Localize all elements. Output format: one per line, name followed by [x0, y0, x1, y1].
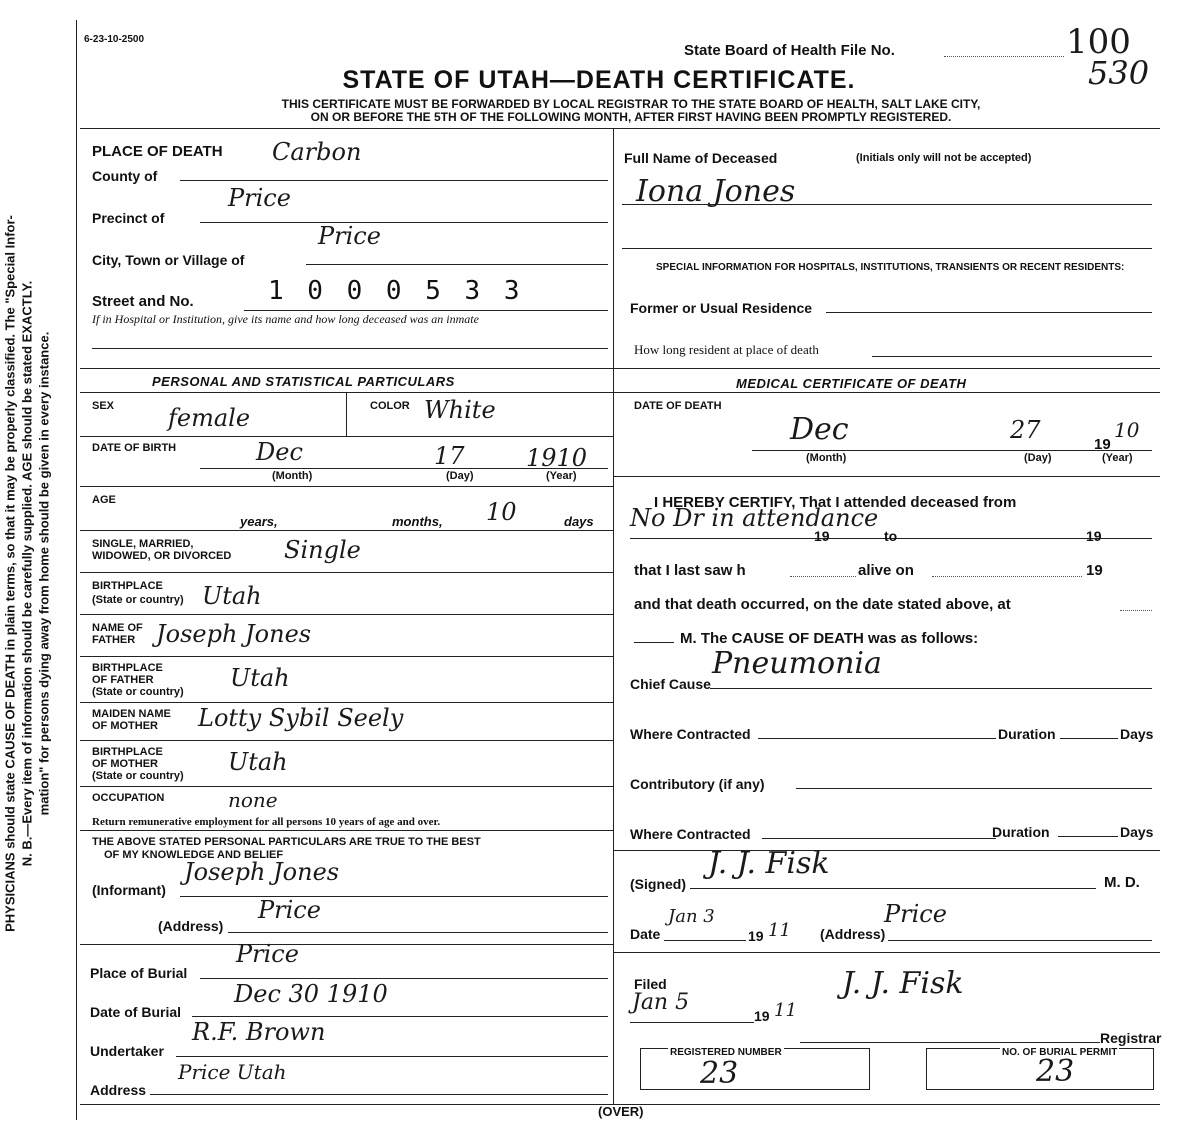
undertaker-value: R.F. Brown [192, 1018, 326, 1046]
registrar-value: J. J. Fisk [842, 966, 964, 1001]
personal-heading: PERSONAL AND STATISTICAL PARTICULARS [152, 374, 455, 389]
dob-line [200, 468, 608, 469]
occupation-note: Return remunerative employment for all persons 10 years of age and over. [92, 816, 441, 828]
street-label: Street and No. [92, 293, 194, 310]
attest-line-2: OF MY KNOWLEDGE AND BELIEF [104, 849, 284, 861]
county-label: County of [92, 168, 158, 184]
birthplace-value: Utah [202, 582, 262, 610]
place-of-death-value: Carbon [272, 138, 362, 166]
birthplace-label: BIRTHPLACE [92, 580, 163, 592]
filed-date-line [630, 1022, 754, 1023]
name-line-2 [622, 248, 1152, 249]
street-line [244, 310, 608, 311]
former-residence-line [826, 312, 1152, 313]
mother-label-2: OF MOTHER [92, 720, 158, 732]
occupation-row-rule [80, 830, 613, 831]
md-label: M. D. [1104, 874, 1140, 891]
dob-day-caption: (Day) [446, 470, 474, 482]
signed-date-value: Jan 3 [668, 906, 715, 927]
place-of-death-label: PLACE OF DEATH [92, 143, 223, 160]
over-label: (OVER) [598, 1104, 644, 1119]
filed-date-value: Jan 5 [632, 990, 690, 1015]
file-number-value-2: 530 [1088, 54, 1150, 92]
dob-month-caption: (Month) [272, 470, 313, 482]
dob-day: 17 [434, 442, 465, 470]
alive-on-line [932, 576, 1082, 577]
undertaker-line [176, 1056, 608, 1057]
side-note-line-3: mation" for persons dying away from home should be given in every instance. [36, 331, 52, 816]
dob-month: Dec [256, 438, 303, 466]
signed-address-label: (Address) [820, 926, 886, 942]
age-months-label: months, [392, 514, 443, 529]
duration-label-2: Duration [992, 824, 1050, 840]
father-value: Joseph Jones [156, 620, 312, 648]
death-date-row-rule [613, 476, 1160, 477]
death-day: 27 [1010, 416, 1041, 444]
sex-color-divider [346, 392, 347, 436]
hospital-line [92, 348, 608, 349]
signed-date-label: Date [630, 926, 661, 942]
registrar-line [800, 1042, 1100, 1043]
age-label: AGE [92, 494, 116, 506]
marital-label-1: SINGLE, MARRIED, [92, 538, 194, 550]
dob-row-rule [80, 486, 613, 487]
burial-address-value: Price Utah [178, 1060, 287, 1084]
mother-birthplace-value: Utah [228, 748, 288, 776]
signed-address-line [888, 940, 1152, 941]
days-label-2: Days [1120, 824, 1154, 840]
color-label: COLOR [370, 400, 410, 412]
former-residence-label: Former or Usual Residence [630, 300, 813, 316]
burial-place-line [200, 978, 608, 979]
full-name-value: Iona Jones [636, 174, 796, 209]
death-date-line [752, 450, 1152, 451]
duration-line [1060, 738, 1118, 739]
burial-address-line [150, 1094, 608, 1095]
where-contracted-label-2: Where Contracted [630, 826, 751, 842]
dob-year-caption: (Year) [546, 470, 577, 482]
mother-birthplace-label-1: BIRTHPLACE [92, 746, 163, 758]
registrar-label: Registrar [1100, 1030, 1162, 1046]
informant-address-label: (Address) [158, 918, 224, 934]
how-long-line [872, 356, 1152, 357]
contributory-label: Contributory (if any) [630, 776, 765, 792]
signed-address-value: Price [884, 900, 947, 928]
center-divider [613, 128, 614, 1104]
notice-text [86, 98, 1176, 124]
alive-on-19: 19 [1086, 562, 1103, 579]
special-info-label: SPECIAL INFORMATION FOR HOSPITALS, INSTITUTIONS, TRANSIENTS OR RECENT RESIDENTS: [656, 262, 1125, 273]
marital-label-2: WIDOWED, OR DIVORCED [92, 550, 232, 562]
full-name-label: Full Name of Deceased [624, 150, 778, 166]
signed-date-line [664, 940, 746, 941]
father-row-rule [80, 656, 613, 657]
cause-section-rule [613, 850, 1160, 851]
cause-lead-line [634, 642, 674, 643]
undertaker-label: Undertaker [90, 1043, 164, 1059]
informant-value: Joseph Jones [184, 858, 340, 886]
sex-label: SEX [92, 400, 115, 412]
where-contracted-label: Where Contracted [630, 726, 751, 742]
sex-row-rule [80, 436, 613, 437]
document-title: STATE OF UTAH—DEATH CERTIFICATE. [342, 66, 856, 94]
city-line [306, 264, 608, 265]
contributory-line [796, 788, 1152, 789]
mother-birthplace-label-3: (State or country) [92, 770, 184, 782]
filed-year-prefix: 19 [754, 1008, 770, 1024]
marital-value: Single [284, 536, 361, 564]
burial-place-value: Price [236, 940, 299, 968]
burial-address-label: Address [90, 1082, 147, 1098]
age-days-label: days [564, 514, 594, 529]
mother-birthplace-label-2: OF MOTHER [92, 758, 158, 770]
signed-value: J. J. Fisk [708, 846, 830, 881]
right-section-rule [613, 368, 1160, 369]
death-occurred-text: and that death occurred, on the date stated above, at [634, 596, 1011, 613]
father-birthplace-label-1: BIRTHPLACE [92, 662, 163, 674]
father-label-1: NAME OF [92, 622, 143, 634]
informant-section-rule [80, 944, 613, 945]
death-year-suffix: 10 [1114, 418, 1140, 442]
alive-on-label: alive on [858, 562, 914, 579]
certify-text: I HEREBY CERTIFY, That I attended deceased from [654, 494, 1017, 511]
duration-label: Duration [998, 726, 1056, 742]
burial-date-value: Dec 30 1910 [234, 980, 388, 1008]
father-label-2: FATHER [92, 634, 136, 646]
burial-date-line [192, 1016, 608, 1017]
county-value: Price [228, 184, 291, 212]
where-contracted-line [758, 738, 996, 739]
burial-date-label: Date of Burial [90, 1004, 182, 1020]
dob-year: 1910 [526, 444, 588, 472]
chief-cause-line [710, 688, 1152, 689]
father-birthplace-label-3: (State or country) [92, 686, 184, 698]
occupation-value: none [228, 788, 278, 812]
medical-heading-rule [613, 392, 1160, 393]
mother-row-rule [80, 740, 613, 741]
informant-label: (Informant) [92, 882, 166, 898]
precinct-line [200, 222, 608, 223]
birthplace-sub: (State or country) [92, 594, 184, 606]
signed-year-prefix: 19 [748, 928, 764, 944]
duration-line-2 [1058, 836, 1118, 837]
hospital-note: If in Hospital or Institution, give its name and how long deceased was an inmate [92, 312, 479, 326]
marital-row-rule [80, 572, 613, 573]
informant-address-line [228, 932, 608, 933]
attended-from-19: 19 [814, 528, 830, 544]
cause-text: M. The CAUSE OF DEATH was as follows: [680, 630, 979, 647]
full-name-note: (Initials only will not be accepted) [856, 152, 1032, 164]
attended-value: No Dr in attendance [630, 504, 879, 532]
father-birthplace-value: Utah [230, 664, 290, 692]
father-birthplace-row-rule [80, 702, 613, 703]
dob-label: DATE OF BIRTH [92, 442, 177, 454]
how-long-label: How long resident at place of death [634, 342, 819, 357]
mother-label-1: MAIDEN NAME [92, 708, 171, 720]
form-code: 6-23-10-2500 [84, 34, 145, 45]
sex-value: female [168, 404, 251, 432]
side-note-line-1: PHYSICIANS should state CAUSE OF DEATH in plain terms, so that it may be properly classified. The "Special Infor- [2, 215, 18, 932]
file-number-label: State Board of Health File No. [684, 42, 895, 59]
last-saw-line [790, 576, 856, 577]
notice-line-1: THIS CERTIFICATE MUST BE FORWARDED BY LOCAL REGISTRAR TO THE STATE BOARD OF HEALTH, SALT LAKE CITY, [281, 97, 981, 111]
where-contracted-line-2 [762, 838, 996, 839]
death-day-caption: (Day) [1024, 452, 1052, 464]
attended-to-19: 19 [1086, 528, 1102, 544]
burial-place-label: Place of Burial [90, 965, 188, 981]
death-occurred-line [1120, 610, 1152, 611]
days-label: Days [1120, 726, 1154, 742]
occupation-label: OCCUPATION [92, 792, 165, 804]
medical-section-rule [613, 952, 1160, 953]
city-label: City, Town or Village of [92, 252, 245, 268]
side-instructions [2, 39, 53, 1109]
death-month: Dec [790, 412, 849, 447]
birthplace-row-rule [80, 614, 613, 615]
precinct-value: Price [318, 222, 381, 250]
precinct-label: Precinct of [92, 210, 165, 226]
filed-year-suffix: 11 [774, 1000, 797, 1021]
age-years-label: years, [240, 514, 278, 529]
death-year-prefix: 19 [1094, 436, 1111, 453]
color-value: White [424, 396, 496, 424]
registered-number-value: 23 [700, 1056, 739, 1091]
signed-year-suffix: 11 [768, 920, 791, 941]
informant-line [180, 896, 608, 897]
burial-permit-value: 23 [1036, 1054, 1075, 1089]
county-line [180, 180, 608, 181]
notice-line-2: ON OR BEFORE THE 5TH OF THE FOLLOWING MONTH, AFTER FIRST HAVING BEEN PROMPTLY REGISTERED. [310, 110, 952, 124]
death-month-caption: (Month) [806, 452, 847, 464]
signed-line [690, 888, 1096, 889]
chief-cause-label: Chief Cause [630, 676, 711, 692]
name-line [622, 204, 1152, 205]
filed-label: Filed [634, 976, 667, 992]
chief-cause-value: Pneumonia [712, 646, 882, 681]
attended-to-label: to [884, 528, 898, 544]
death-year-caption: (Year) [1102, 452, 1133, 464]
place-section-rule [80, 368, 613, 369]
street-value: 1 0 0 0 5 3 3 [268, 276, 524, 306]
age-days-value: 10 [486, 498, 517, 526]
attest-line-1: THE ABOVE STATED PERSONAL PARTICULARS ARE TRUE TO THE BEST [92, 836, 481, 848]
left-border [76, 20, 77, 1120]
side-note-line-2: N. B.—Every item of information should be carefully supplied. AGE should be stated EXACTLY. [19, 280, 35, 867]
registered-number-label: REGISTERED NUMBER [670, 1047, 782, 1058]
mother-birthplace-row-rule [80, 786, 613, 787]
signed-label: (Signed) [630, 876, 686, 892]
file-number-line [944, 56, 1064, 57]
header-rule [80, 128, 1160, 129]
burial-permit-label: NO. OF BURIAL PERMIT [1002, 1047, 1118, 1058]
informant-address-value: Price [258, 896, 321, 924]
last-saw-text: that I last saw h [634, 562, 746, 579]
age-row-rule [80, 530, 613, 531]
mother-value: Lotty Sybil Seely [198, 704, 404, 732]
father-birthplace-label-2: OF FATHER [92, 674, 154, 686]
death-date-label: DATE OF DEATH [634, 400, 722, 412]
file-number-value: 100 [1066, 22, 1131, 62]
medical-heading: MEDICAL CERTIFICATE OF DEATH [736, 376, 967, 391]
